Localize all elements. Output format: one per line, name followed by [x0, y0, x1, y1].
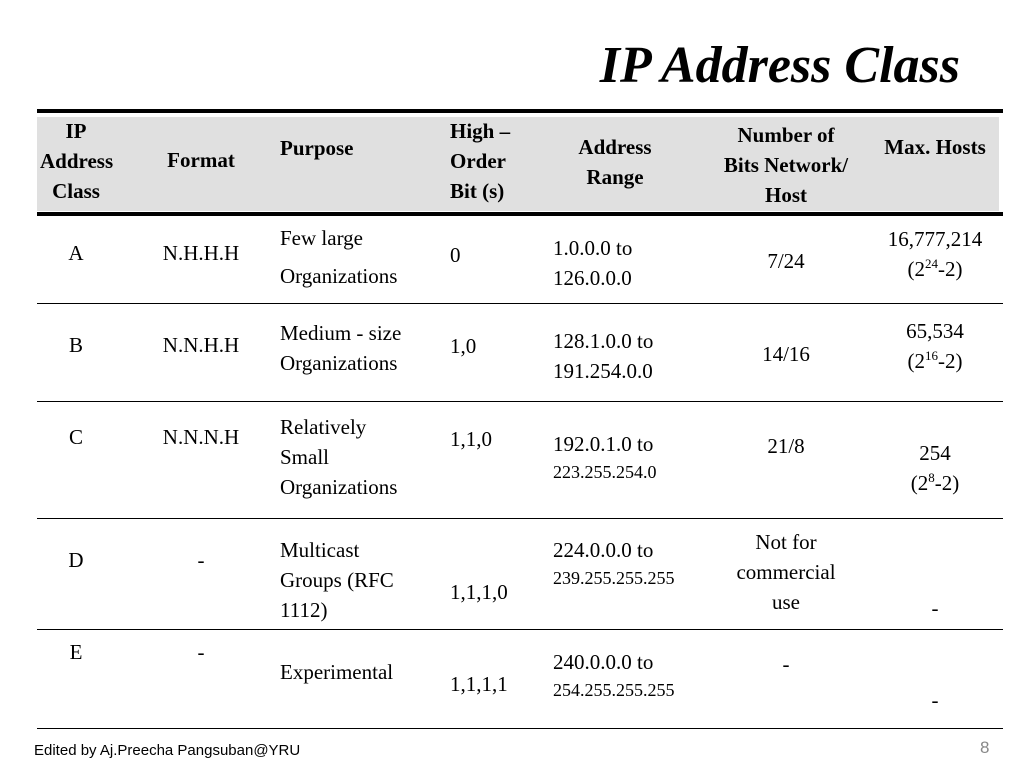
row-e-format: -: [197, 640, 205, 664]
row-d-purpose: [280, 535, 394, 625]
row-b-hosts-line2: [868, 346, 1002, 376]
row-b-format: N.N.H.H: [162, 333, 240, 357]
row-d-range-line1: 224.0.0.0 to: [553, 538, 654, 562]
row-e-class: E: [69, 640, 83, 664]
row-e-range-line2: 254.255.255.255: [553, 680, 675, 700]
row-e-bits: 1,1,1,1: [450, 672, 508, 696]
footer-credit: Edited by Aj.Preecha Pangsuban@YRU: [34, 742, 301, 759]
row-a-purpose-line1: Few large: [280, 226, 364, 250]
row-a-format: N.H.H.H: [162, 241, 240, 265]
row-c-hosts-line2: [868, 468, 1002, 498]
row-d-netbits-line1: Not for: [755, 530, 817, 554]
row-d-hosts: -: [931, 596, 939, 620]
row-a-hosts-line1: 16,777,214: [887, 227, 983, 251]
row-c-format: N.N.N.H: [162, 425, 240, 449]
row-a-hosts: [868, 224, 1002, 284]
row-c-bits: 1,1,0: [450, 427, 492, 451]
header-max-hosts: Max. Hosts: [884, 135, 986, 159]
row-a-hosts-exponent: 24: [925, 256, 938, 271]
row-c-range-line2: 223.255.254.0: [553, 462, 657, 482]
slide-title: IP Address Class: [599, 37, 960, 94]
header-network-host-bits: [706, 120, 866, 210]
row-d-bits: 1,1,1,0: [450, 580, 508, 604]
header-netbits-line3: Host: [765, 183, 807, 207]
row-a-bits: 0: [450, 243, 461, 267]
row-a-purpose: [280, 219, 397, 295]
header-netbits-line1: Number of: [737, 123, 835, 147]
row-c-purpose-line2: Small: [280, 445, 330, 469]
row-c-hosts: [868, 438, 1002, 498]
row-divider: [37, 303, 1003, 304]
row-d-format: -: [197, 548, 205, 572]
row-c-hosts-exponent: 8: [928, 470, 935, 485]
header-ip-class: [40, 116, 112, 206]
row-c-hosts-tail: -2): [934, 471, 960, 495]
row-d-range-line2: 239.255.255.255: [553, 568, 675, 588]
header-ip-class-line2: Address: [40, 149, 114, 173]
row-c-purpose-line3: Organizations: [280, 475, 398, 499]
row-b-purpose-line1: Medium - size: [280, 321, 402, 345]
row-a-range: [553, 233, 632, 293]
table-header-rule: [37, 212, 1003, 216]
row-a-class: A: [68, 241, 84, 265]
row-b-hosts-line1: 65,534: [906, 319, 964, 343]
row-e-hosts: -: [931, 688, 939, 712]
row-a-hosts-base: (2: [907, 257, 925, 281]
table-top-rule: [37, 109, 1003, 113]
row-b-hosts-tail: -2): [938, 349, 963, 373]
row-b-range-line2: 191.254.0.0: [553, 359, 653, 383]
row-c-hosts-line1: 254: [919, 441, 951, 465]
row-e-purpose: Experimental: [280, 660, 394, 684]
row-a-hosts-line2: [868, 254, 1002, 284]
row-d-purpose-line1: Multicast: [280, 538, 360, 562]
row-b-class: B: [68, 333, 83, 357]
header-ip-class-line1: IP: [65, 119, 87, 143]
row-c-hosts-base: (2: [910, 471, 929, 495]
row-divider: [37, 629, 1003, 630]
row-b-purpose-line2: Organizations: [280, 351, 398, 375]
table-bottom-rule: [37, 728, 1003, 729]
row-a-hosts-tail: -2): [938, 257, 963, 281]
row-d-netbits-line2: commercial: [736, 560, 836, 584]
page-number: 8: [980, 738, 990, 757]
row-d-purpose-line3: 1112): [280, 598, 328, 622]
row-divider: [37, 518, 1003, 519]
row-d-purpose-line2: Groups (RFC: [280, 568, 394, 592]
header-bits-line2: Order: [450, 149, 506, 173]
header-range-line1: Address: [578, 135, 652, 159]
header-ip-class-line3: Class: [52, 179, 100, 203]
row-e-range-line1: 240.0.0.0 to: [553, 650, 654, 674]
row-c-class: C: [68, 425, 83, 449]
row-c-range-line1: 192.0.1.0 to: [553, 432, 654, 456]
row-c-purpose: [280, 412, 397, 502]
header-range-line2: Range: [586, 165, 644, 189]
header-bits-line1: High –: [450, 119, 511, 143]
row-a-netbits: 7/24: [767, 249, 805, 273]
row-d-range: [553, 535, 675, 591]
row-b-bits: 1,0: [450, 334, 477, 358]
row-c-range: [553, 429, 657, 485]
row-a-range-line2: 126.0.0.0: [553, 266, 632, 290]
row-b-range: [553, 326, 653, 386]
row-b-netbits: 14/16: [762, 342, 810, 366]
row-c-netbits: 21/8: [767, 434, 805, 458]
header-netbits-line2: Bits Network/: [723, 153, 849, 177]
header-bits-line3: Bit (s): [450, 179, 505, 203]
header-format: Format: [167, 148, 235, 172]
row-a-purpose-line2: Organizations: [280, 264, 398, 288]
row-b-range-line1: 128.1.0.0 to: [553, 329, 654, 353]
row-d-netbits: [706, 527, 866, 617]
row-b-hosts-base: (2: [907, 349, 925, 373]
row-b-hosts-exponent: 16: [925, 348, 938, 363]
row-a-range-line1: 1.0.0.0 to: [553, 236, 633, 260]
row-d-class: D: [68, 548, 84, 572]
header-high-order-bits: [450, 116, 510, 206]
row-e-range: [553, 647, 675, 703]
row-c-purpose-line1: Relatively: [280, 415, 367, 439]
row-b-hosts: [868, 316, 1002, 376]
row-divider: [37, 401, 1003, 402]
header-address-range: [550, 132, 680, 192]
header-purpose: Purpose: [280, 136, 354, 160]
row-e-netbits: -: [782, 652, 790, 676]
row-d-netbits-line3: use: [772, 590, 800, 614]
row-b-purpose: [280, 318, 401, 378]
